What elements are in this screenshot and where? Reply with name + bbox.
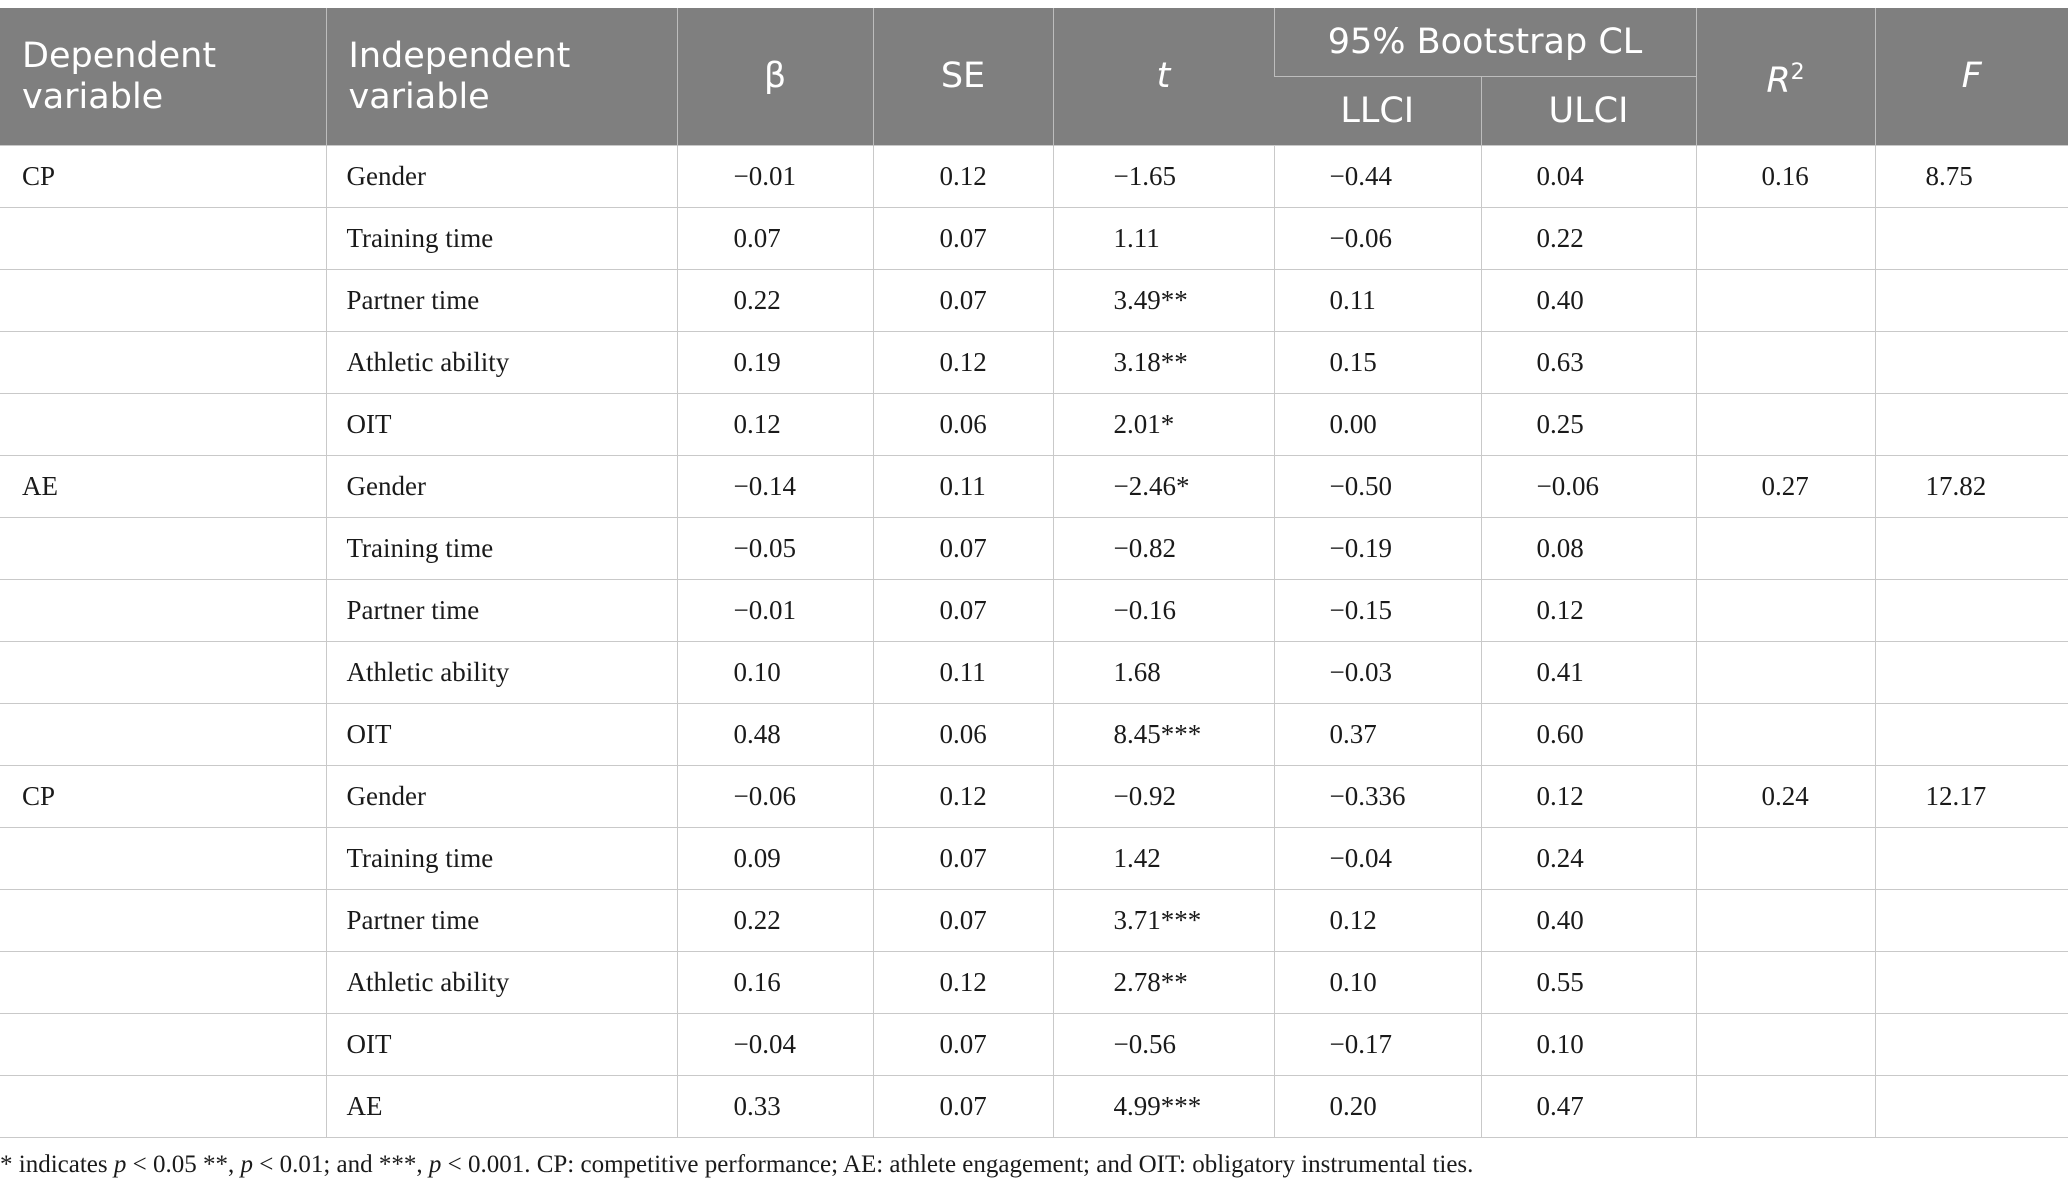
cell-r-squared: 0.24 bbox=[1761, 781, 1809, 811]
header-r-squared bbox=[1696, 8, 1875, 146]
cell-llci: −0.15 bbox=[1329, 595, 1392, 625]
cell-beta: 0.07 bbox=[733, 223, 781, 253]
cell-f: 12.17 bbox=[1925, 781, 1987, 811]
cell-dependent: CP bbox=[0, 146, 326, 208]
cell-ulci: 0.08 bbox=[1536, 533, 1584, 563]
header-independent-variable: Independent variable bbox=[326, 8, 677, 146]
header-dependent-variable: Dependent variable bbox=[0, 8, 326, 146]
table-row bbox=[0, 208, 2068, 270]
cell-independent: Partner time bbox=[326, 270, 677, 332]
cell-independent: Gender bbox=[326, 456, 677, 518]
footnote-part-3: < 0.01; and ***, bbox=[252, 1151, 429, 1178]
cell-se: 0.12 bbox=[939, 967, 987, 997]
header-llci: LLCI bbox=[1274, 77, 1481, 146]
cell-t: 3.49** bbox=[1113, 285, 1188, 315]
cell-t: −0.92 bbox=[1113, 781, 1176, 811]
cell-llci: 0.10 bbox=[1329, 967, 1377, 997]
cell-llci: 0.12 bbox=[1329, 905, 1377, 935]
cell-beta: −0.14 bbox=[733, 471, 796, 501]
cell-dependent bbox=[0, 394, 326, 456]
cell-se: 0.11 bbox=[939, 657, 986, 687]
table-row bbox=[0, 828, 2068, 890]
cell-se: 0.07 bbox=[939, 595, 987, 625]
regression-results-table bbox=[0, 8, 2068, 1138]
cell-se: 0.07 bbox=[939, 1029, 987, 1059]
cell-t: 3.71*** bbox=[1113, 905, 1202, 935]
cell-beta: 0.09 bbox=[733, 843, 781, 873]
cell-t: 2.78** bbox=[1113, 967, 1188, 997]
cell-ulci: 0.40 bbox=[1536, 285, 1584, 315]
cell-f: 17.82 bbox=[1925, 471, 1987, 501]
cell-se: 0.12 bbox=[939, 781, 987, 811]
cell-beta: −0.06 bbox=[733, 781, 796, 811]
cell-independent: Training time bbox=[326, 828, 677, 890]
cell-dependent: AE bbox=[0, 456, 326, 518]
cell-t: −0.16 bbox=[1113, 595, 1176, 625]
cell-beta: 0.33 bbox=[733, 1091, 781, 1121]
cell-se: 0.07 bbox=[939, 223, 987, 253]
table-row bbox=[0, 332, 2068, 394]
cell-independent: Athletic ability bbox=[326, 642, 677, 704]
cell-ulci: 0.55 bbox=[1536, 967, 1584, 997]
cell-dependent bbox=[0, 332, 326, 394]
cell-llci: 0.11 bbox=[1329, 285, 1376, 315]
cell-beta: 0.22 bbox=[733, 285, 781, 315]
cell-llci: 0.00 bbox=[1329, 409, 1377, 439]
cell-llci: −0.19 bbox=[1329, 533, 1392, 563]
cell-se: 0.07 bbox=[939, 905, 987, 935]
cell-t: 8.45*** bbox=[1113, 719, 1202, 749]
cell-dependent bbox=[0, 642, 326, 704]
cell-llci: −0.50 bbox=[1329, 471, 1392, 501]
cell-dependent bbox=[0, 828, 326, 890]
cell-independent: Training time bbox=[326, 208, 677, 270]
cell-ulci: −0.06 bbox=[1536, 471, 1599, 501]
cell-t: 1.42 bbox=[1113, 843, 1161, 873]
cell-se: 0.07 bbox=[939, 285, 987, 315]
cell-dependent bbox=[0, 580, 326, 642]
cell-ulci: 0.63 bbox=[1536, 347, 1584, 377]
cell-se: 0.07 bbox=[939, 1091, 987, 1121]
cell-ulci: 0.40 bbox=[1536, 905, 1584, 935]
table-row bbox=[0, 456, 2068, 518]
header-se: SE bbox=[873, 8, 1053, 146]
table-row bbox=[0, 704, 2068, 766]
table-row bbox=[0, 518, 2068, 580]
cell-llci: −0.04 bbox=[1329, 843, 1392, 873]
cell-ulci: 0.12 bbox=[1536, 595, 1584, 625]
cell-dependent bbox=[0, 952, 326, 1014]
cell-se: 0.12 bbox=[939, 161, 987, 191]
cell-beta: 0.19 bbox=[733, 347, 781, 377]
header-bootstrap-ci: 95% Bootstrap CL bbox=[1274, 8, 1696, 77]
table-row bbox=[0, 642, 2068, 704]
cell-independent: Athletic ability bbox=[326, 332, 677, 394]
cell-independent: Athletic ability bbox=[326, 952, 677, 1014]
cell-t: −0.56 bbox=[1113, 1029, 1176, 1059]
table-footnote bbox=[0, 1151, 1473, 1179]
cell-llci: −0.336 bbox=[1329, 781, 1406, 811]
cell-independent: Gender bbox=[326, 146, 677, 208]
footnote-part-4: < 0.001. CP: competitive performance; AE: athlete engagement; and OIT: obligatory instrumental ties. bbox=[441, 1151, 1474, 1178]
cell-t: 1.11 bbox=[1113, 223, 1160, 253]
cell-ulci: 0.04 bbox=[1536, 161, 1584, 191]
table-row bbox=[0, 270, 2068, 332]
cell-independent: OIT bbox=[326, 394, 677, 456]
cell-dependent bbox=[0, 270, 326, 332]
cell-se: 0.06 bbox=[939, 719, 987, 749]
cell-t: 1.68 bbox=[1113, 657, 1161, 687]
table-row bbox=[0, 890, 2068, 952]
cell-independent: OIT bbox=[326, 1014, 677, 1076]
table-row bbox=[0, 146, 2068, 208]
cell-dependent bbox=[0, 518, 326, 580]
cell-dependent bbox=[0, 1014, 326, 1076]
header-r-squared-sup: 2 bbox=[1790, 59, 1805, 85]
cell-t: −2.46* bbox=[1113, 471, 1190, 501]
cell-dependent bbox=[0, 890, 326, 952]
cell-independent: AE bbox=[326, 1076, 677, 1138]
cell-se: 0.11 bbox=[939, 471, 986, 501]
table-row bbox=[0, 1014, 2068, 1076]
cell-llci: −0.44 bbox=[1329, 161, 1392, 191]
cell-ulci: 0.47 bbox=[1536, 1091, 1584, 1121]
cell-t: 2.01* bbox=[1113, 409, 1175, 439]
cell-dependent bbox=[0, 1076, 326, 1138]
cell-beta: −0.01 bbox=[733, 161, 796, 191]
table-row bbox=[0, 394, 2068, 456]
cell-llci: −0.17 bbox=[1329, 1029, 1392, 1059]
table-body bbox=[0, 146, 2068, 1138]
cell-ulci: 0.22 bbox=[1536, 223, 1584, 253]
cell-beta: 0.12 bbox=[733, 409, 781, 439]
cell-beta: −0.01 bbox=[733, 595, 796, 625]
table-row bbox=[0, 952, 2068, 1014]
cell-se: 0.06 bbox=[939, 409, 987, 439]
header-r-squared-base: R bbox=[1766, 60, 1791, 101]
cell-beta: −0.05 bbox=[733, 533, 796, 563]
header-beta: β bbox=[677, 8, 873, 146]
cell-f: 8.75 bbox=[1925, 161, 1973, 191]
cell-t: −1.65 bbox=[1113, 161, 1176, 191]
header-ulci: ULCI bbox=[1481, 77, 1696, 146]
cell-ulci: 0.25 bbox=[1536, 409, 1584, 439]
cell-beta: 0.22 bbox=[733, 905, 781, 935]
cell-dependent bbox=[0, 704, 326, 766]
table-header bbox=[0, 8, 2068, 146]
cell-llci: −0.06 bbox=[1329, 223, 1392, 253]
cell-se: 0.07 bbox=[939, 533, 987, 563]
cell-se: 0.12 bbox=[939, 347, 987, 377]
table-row bbox=[0, 580, 2068, 642]
cell-independent: Gender bbox=[326, 766, 677, 828]
cell-llci: 0.15 bbox=[1329, 347, 1377, 377]
cell-dependent: CP bbox=[0, 766, 326, 828]
cell-independent: Partner time bbox=[326, 890, 677, 952]
cell-t: 4.99*** bbox=[1113, 1091, 1202, 1121]
header-t: t bbox=[1053, 8, 1274, 146]
cell-t: −0.82 bbox=[1113, 533, 1176, 563]
footnote-p-symbol: p bbox=[240, 1151, 253, 1178]
footnote-p-symbol: p bbox=[113, 1151, 127, 1178]
header-f: F bbox=[1875, 8, 2068, 146]
footnote-p-symbol: p bbox=[428, 1151, 442, 1178]
footnote-part-2: < 0.05 **, bbox=[126, 1151, 241, 1178]
cell-independent: Training time bbox=[326, 518, 677, 580]
cell-llci: −0.03 bbox=[1329, 657, 1392, 687]
cell-se: 0.07 bbox=[939, 843, 987, 873]
cell-beta: 0.10 bbox=[733, 657, 781, 687]
table-row bbox=[0, 766, 2068, 828]
cell-ulci: 0.10 bbox=[1536, 1029, 1584, 1059]
cell-dependent bbox=[0, 208, 326, 270]
cell-r-squared: 0.27 bbox=[1761, 471, 1809, 501]
cell-ulci: 0.41 bbox=[1536, 657, 1584, 687]
cell-beta: −0.04 bbox=[733, 1029, 796, 1059]
footnote-part-1: * indicates bbox=[0, 1151, 114, 1178]
cell-r-squared: 0.16 bbox=[1761, 161, 1809, 191]
cell-llci: 0.20 bbox=[1329, 1091, 1377, 1121]
cell-ulci: 0.12 bbox=[1536, 781, 1584, 811]
cell-ulci: 0.60 bbox=[1536, 719, 1584, 749]
cell-independent: Partner time bbox=[326, 580, 677, 642]
cell-beta: 0.16 bbox=[733, 967, 781, 997]
results-table-container bbox=[0, 8, 2068, 1138]
cell-t: 3.18** bbox=[1113, 347, 1188, 377]
cell-llci: 0.37 bbox=[1329, 719, 1377, 749]
cell-ulci: 0.24 bbox=[1536, 843, 1584, 873]
table-row bbox=[0, 1076, 2068, 1138]
cell-independent: OIT bbox=[326, 704, 677, 766]
cell-beta: 0.48 bbox=[733, 719, 781, 749]
